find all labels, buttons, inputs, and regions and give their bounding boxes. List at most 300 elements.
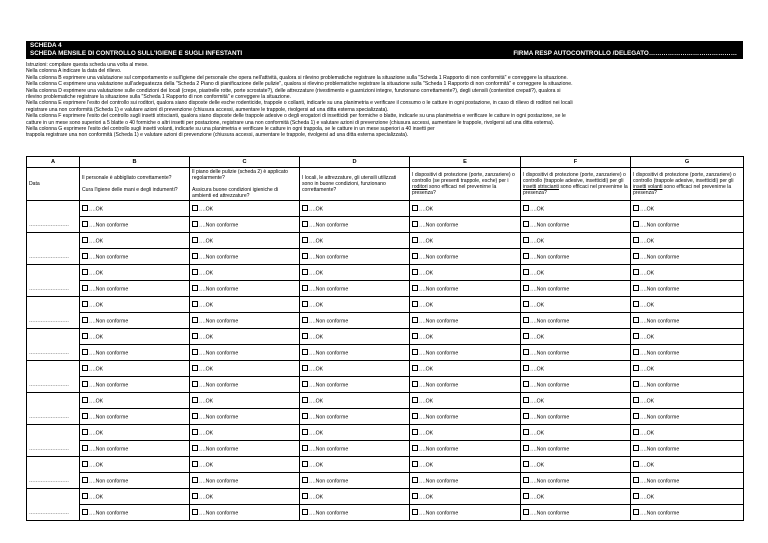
checkbox-icon[interactable] [633, 285, 639, 291]
checkbox-icon[interactable] [302, 381, 308, 387]
checkbox-label: ….OK [89, 430, 104, 437]
checkbox-icon[interactable] [633, 317, 639, 323]
non-conforme-checkbox[interactable] [190, 345, 300, 361]
non-conforme-checkbox[interactable] [300, 505, 410, 521]
checkbox-icon[interactable] [633, 477, 639, 483]
checkbox-label: ….Non conforme [530, 222, 570, 229]
checkbox-icon[interactable] [192, 349, 198, 355]
header-striscianti [521, 168, 631, 201]
non-conforme-checkbox[interactable] [300, 249, 410, 265]
checkbox-icon[interactable] [192, 381, 198, 387]
checkbox-icon[interactable] [523, 285, 529, 291]
checkbox-icon[interactable] [192, 413, 198, 419]
non-conforme-checkbox[interactable] [410, 441, 521, 457]
non-conforme-checkbox[interactable] [521, 217, 631, 233]
ok-checkbox[interactable] [631, 265, 744, 281]
non-conforme-checkbox[interactable] [631, 249, 744, 265]
ok-checkbox[interactable] [80, 393, 190, 409]
checkbox-icon[interactable] [82, 461, 88, 467]
checkbox-icon[interactable] [192, 477, 198, 483]
ok-checkbox[interactable] [300, 233, 410, 249]
non-conforme-checkbox[interactable] [521, 313, 631, 329]
non-conforme-checkbox[interactable] [521, 249, 631, 265]
non-conforme-checkbox[interactable] [410, 281, 521, 297]
checkbox-icon[interactable] [192, 269, 198, 275]
non-conforme-checkbox[interactable] [300, 281, 410, 297]
checkbox-icon[interactable] [412, 493, 418, 499]
checkbox-icon[interactable] [412, 285, 418, 291]
checkbox-label: ….Non conforme [419, 286, 459, 293]
checkbox-label: ….OK [309, 238, 324, 245]
checkbox-label: ….Non conforme [640, 286, 680, 293]
checkbox-icon[interactable] [633, 397, 639, 403]
checkbox-icon[interactable] [523, 397, 529, 403]
checkbox-icon[interactable] [302, 301, 308, 307]
ok-checkbox[interactable] [521, 489, 631, 505]
ok-checkbox[interactable] [410, 201, 521, 217]
checkbox-icon[interactable] [82, 397, 88, 403]
checkbox-label: ….Non conforme [419, 478, 459, 485]
checkbox-icon[interactable] [412, 253, 418, 259]
checkbox-icon[interactable] [82, 509, 88, 515]
checkbox-icon[interactable] [192, 317, 198, 323]
non-conforme-checkbox[interactable] [631, 281, 744, 297]
checkbox-label: ….Non conforme [89, 478, 129, 485]
non-conforme-checkbox[interactable] [410, 505, 521, 521]
ok-checkbox[interactable] [300, 457, 410, 473]
ok-checkbox[interactable] [300, 297, 410, 313]
non-conforme-checkbox[interactable] [631, 441, 744, 457]
checkbox-label: ….OK [419, 206, 434, 213]
checkbox-icon[interactable] [633, 349, 639, 355]
checkbox-icon[interactable] [82, 349, 88, 355]
non-conforme-checkbox[interactable] [190, 281, 300, 297]
checkbox-icon[interactable] [82, 269, 88, 275]
non-conforme-checkbox[interactable] [300, 409, 410, 425]
non-conforme-checkbox[interactable] [631, 409, 744, 425]
header-c-line1: Il piano delle pulizie (scheda 2) è applicato regolarmente? [192, 169, 288, 182]
header-f-underline: insetti [523, 184, 537, 190]
checkbox-icon[interactable] [633, 461, 639, 467]
checkbox-icon[interactable] [633, 413, 639, 419]
checkbox-icon[interactable] [412, 429, 418, 435]
non-conforme-checkbox[interactable] [410, 409, 521, 425]
checkbox-icon[interactable] [302, 493, 308, 499]
checkbox-icon[interactable] [192, 509, 198, 515]
non-conforme-checkbox[interactable] [521, 505, 631, 521]
ok-checkbox[interactable] [80, 297, 190, 313]
checkbox-icon[interactable] [192, 205, 198, 211]
checkbox-label: ….OK [309, 366, 324, 373]
non-conforme-checkbox[interactable] [631, 313, 744, 329]
ok-checkbox[interactable] [521, 265, 631, 281]
ok-checkbox[interactable] [631, 457, 744, 473]
control-table [26, 156, 744, 521]
ok-checkbox[interactable] [300, 425, 410, 441]
non-conforme-checkbox[interactable] [80, 345, 190, 361]
checkbox-label: ….OK [640, 462, 655, 469]
checkbox-icon[interactable] [302, 349, 308, 355]
ok-checkbox[interactable] [300, 361, 410, 377]
non-conforme-checkbox[interactable] [631, 505, 744, 521]
ok-checkbox[interactable] [300, 265, 410, 281]
checkbox-icon[interactable] [302, 269, 308, 275]
ok-checkbox[interactable] [631, 393, 744, 409]
checkbox-label: ….OK [640, 206, 655, 213]
checkbox-label: ….Non conforme [309, 286, 349, 293]
checkbox-icon[interactable] [523, 253, 529, 259]
checkbox-icon[interactable] [523, 477, 529, 483]
checkbox-icon[interactable] [302, 445, 308, 451]
checkbox-label: ….OK [640, 238, 655, 245]
checkbox-label: ….Non conforme [530, 350, 570, 357]
ok-checkbox[interactable] [631, 489, 744, 505]
date-field[interactable]: …………………… [27, 393, 80, 425]
checkbox-icon[interactable] [412, 269, 418, 275]
checkbox-icon[interactable] [82, 301, 88, 307]
non-conforme-checkbox[interactable] [631, 473, 744, 489]
non-conforme-checkbox[interactable] [300, 313, 410, 329]
date-field[interactable]: …………………… [27, 457, 80, 489]
checkbox-icon[interactable] [523, 509, 529, 515]
checkbox-icon[interactable] [412, 445, 418, 451]
ok-checkbox[interactable] [190, 201, 300, 217]
checkbox-icon[interactable] [412, 509, 418, 515]
ok-checkbox[interactable] [521, 425, 631, 441]
checkbox-icon[interactable] [523, 221, 529, 227]
checkbox-icon[interactable] [633, 493, 639, 499]
ok-checkbox[interactable] [190, 329, 300, 345]
non-conforme-checkbox[interactable] [521, 441, 631, 457]
checkbox-icon[interactable] [523, 269, 529, 275]
non-conforme-checkbox[interactable] [300, 217, 410, 233]
table-row [27, 233, 744, 249]
non-conforme-checkbox[interactable] [300, 441, 410, 457]
checkbox-icon[interactable] [192, 429, 198, 435]
non-conforme-checkbox[interactable] [190, 377, 300, 393]
checkbox-label: ….Non conforme [309, 510, 349, 517]
checkbox-icon[interactable] [302, 461, 308, 467]
ok-checkbox[interactable] [631, 329, 744, 345]
checkbox-icon[interactable] [412, 317, 418, 323]
non-conforme-checkbox[interactable] [190, 217, 300, 233]
date-field[interactable]: …………………… [27, 233, 80, 265]
ok-checkbox[interactable] [410, 265, 521, 281]
checkbox-icon[interactable] [192, 493, 198, 499]
ok-checkbox[interactable] [300, 489, 410, 505]
checkbox-icon[interactable] [302, 253, 308, 259]
checkbox-icon[interactable] [302, 205, 308, 211]
signature-field[interactable]: FIRMA RESP AUTOCONTROLLO /DELEGATO…………………………………… [513, 50, 737, 57]
non-conforme-checkbox[interactable] [631, 217, 744, 233]
checkbox-label: ….OK [530, 334, 545, 341]
ok-checkbox[interactable] [521, 297, 631, 313]
ok-checkbox[interactable] [410, 233, 521, 249]
checkbox-icon[interactable] [302, 365, 308, 371]
checkbox-icon[interactable] [302, 237, 308, 243]
ok-checkbox[interactable] [190, 425, 300, 441]
ok-checkbox[interactable] [300, 201, 410, 217]
checkbox-icon[interactable] [82, 413, 88, 419]
checkbox-icon[interactable] [302, 477, 308, 483]
checkbox-icon[interactable] [192, 285, 198, 291]
checkbox-icon[interactable] [82, 493, 88, 499]
checkbox-icon[interactable] [82, 237, 88, 243]
checkbox-icon[interactable] [412, 381, 418, 387]
non-conforme-checkbox[interactable] [80, 217, 190, 233]
instruction-line: registrare una non conformità (Scheda 1) e valutare azioni di prevenzione (chiusura accessi, aumentare le trappole, rivolgersi ad una ditta esterna specializzata). [26, 106, 389, 113]
checkbox-icon[interactable] [82, 253, 88, 259]
ok-checkbox[interactable] [80, 201, 190, 217]
non-conforme-checkbox[interactable] [300, 345, 410, 361]
non-conforme-checkbox[interactable] [521, 473, 631, 489]
checkbox-icon[interactable] [192, 365, 198, 371]
checkbox-icon[interactable] [633, 269, 639, 275]
checkbox-label: ….OK [309, 206, 324, 213]
checkbox-icon[interactable] [633, 429, 639, 435]
date-field[interactable]: …………………… [27, 425, 80, 457]
ok-checkbox[interactable] [410, 489, 521, 505]
date-field[interactable]: …………………… [27, 201, 80, 233]
header-g-text: I dispositivi di protezione (porte, zanzariere) o controllo (trappole adesive, insetticidi) per gli [633, 171, 736, 184]
checkbox-icon[interactable] [412, 365, 418, 371]
checkbox-icon[interactable] [633, 365, 639, 371]
checkbox-icon[interactable] [412, 333, 418, 339]
checkbox-icon[interactable] [633, 445, 639, 451]
instruction-line: Nella colonna C esprimere una valutazione sull'adeguatezza della "Scheda 2 Piano di pianificazione delle pulizie", qualora si rilevino problematiche registrare la situazione sulla "Scheda 1 Rapporto di non conformità" e correggere la situazione. [26, 81, 573, 88]
checkbox-icon[interactable] [633, 237, 639, 243]
checkbox-icon[interactable] [192, 237, 198, 243]
ok-checkbox[interactable] [521, 201, 631, 217]
checkbox-label: ….OK [199, 430, 214, 437]
ok-checkbox[interactable] [190, 265, 300, 281]
checkbox-icon[interactable] [633, 509, 639, 515]
table-row [27, 201, 744, 217]
date-field[interactable]: …………………… [27, 361, 80, 393]
checkbox-icon[interactable] [523, 205, 529, 211]
checkbox-label: ….Non conforme [419, 414, 459, 421]
ok-checkbox[interactable] [80, 329, 190, 345]
checkbox-icon[interactable] [523, 493, 529, 499]
ok-checkbox[interactable] [300, 393, 410, 409]
non-conforme-checkbox[interactable] [410, 377, 521, 393]
checkbox-icon[interactable] [192, 301, 198, 307]
header-e-underline: roditori [412, 184, 428, 190]
checkbox-icon[interactable] [412, 221, 418, 227]
checkbox-label: ….Non conforme [640, 414, 680, 421]
ok-checkbox[interactable] [631, 233, 744, 249]
header-c-line2: Assicura buone condizioni igieniche di ambienti ed attrezzature? [192, 186, 279, 199]
ok-checkbox[interactable] [80, 425, 190, 441]
checkbox-icon[interactable] [523, 429, 529, 435]
checkbox-icon[interactable] [412, 301, 418, 307]
checkbox-label: ….OK [640, 270, 655, 277]
non-conforme-checkbox[interactable] [410, 313, 521, 329]
checkbox-icon[interactable] [302, 333, 308, 339]
non-conforme-checkbox[interactable] [521, 377, 631, 393]
ok-checkbox[interactable] [190, 393, 300, 409]
checkbox-label: ….Non conforme [309, 478, 349, 485]
checkbox-icon[interactable] [633, 333, 639, 339]
non-conforme-checkbox[interactable] [80, 377, 190, 393]
instruction-line: Nella colonna F esprimere l'esito del controllo sugli insetti striscianti, qualora siano disposte delle trappole adesive o degli erogatori di insetticidi per formiche o blatte, indicarle su una planimetria e verificare le catture in ogni postazione, se le [26, 113, 566, 120]
ok-checkbox[interactable] [521, 361, 631, 377]
non-conforme-checkbox[interactable] [521, 281, 631, 297]
ok-checkbox[interactable] [190, 233, 300, 249]
ok-checkbox[interactable] [190, 457, 300, 473]
non-conforme-checkbox[interactable] [521, 345, 631, 361]
non-conforme-checkbox[interactable] [410, 249, 521, 265]
checkbox-icon[interactable] [302, 413, 308, 419]
ok-checkbox[interactable] [521, 457, 631, 473]
checkbox-icon[interactable] [82, 285, 88, 291]
checkbox-icon[interactable] [412, 349, 418, 355]
checkbox-icon[interactable] [523, 445, 529, 451]
non-conforme-checkbox[interactable] [190, 409, 300, 425]
checkbox-icon[interactable] [523, 237, 529, 243]
header-pulizie [190, 168, 300, 201]
checkbox-label: ….Non conforme [530, 286, 570, 293]
checkbox-label: ….Non conforme [309, 318, 349, 325]
checkbox-icon[interactable] [302, 285, 308, 291]
ok-checkbox[interactable] [631, 297, 744, 313]
checkbox-icon[interactable] [192, 445, 198, 451]
checkbox-icon[interactable] [82, 445, 88, 451]
checkbox-label: ….OK [640, 302, 655, 309]
checkbox-label: ….Non conforme [530, 446, 570, 453]
ok-checkbox[interactable] [631, 201, 744, 217]
checkbox-icon[interactable] [523, 349, 529, 355]
ok-checkbox[interactable] [300, 329, 410, 345]
ok-checkbox[interactable] [190, 361, 300, 377]
checkbox-icon[interactable] [412, 237, 418, 243]
checkbox-icon[interactable] [523, 301, 529, 307]
checkbox-icon[interactable] [523, 461, 529, 467]
non-conforme-checkbox[interactable] [410, 217, 521, 233]
non-conforme-checkbox[interactable] [410, 473, 521, 489]
checkbox-icon[interactable] [82, 381, 88, 387]
ok-checkbox[interactable] [410, 425, 521, 441]
non-conforme-checkbox[interactable] [631, 377, 744, 393]
non-conforme-checkbox[interactable] [80, 313, 190, 329]
non-conforme-checkbox[interactable] [631, 345, 744, 361]
ok-checkbox[interactable] [410, 457, 521, 473]
ok-checkbox[interactable] [190, 297, 300, 313]
ok-checkbox[interactable] [190, 489, 300, 505]
ok-checkbox[interactable] [410, 329, 521, 345]
checkbox-label: ….Non conforme [640, 510, 680, 517]
non-conforme-checkbox[interactable] [190, 313, 300, 329]
date-field[interactable]: …………………… [27, 265, 80, 297]
checkbox-icon[interactable] [412, 477, 418, 483]
checkbox-icon[interactable] [633, 253, 639, 259]
checkbox-icon[interactable] [82, 477, 88, 483]
checkbox-icon[interactable] [302, 221, 308, 227]
checkbox-icon[interactable] [302, 317, 308, 323]
date-field[interactable]: …………………… [27, 329, 80, 361]
non-conforme-checkbox[interactable] [190, 505, 300, 521]
checkbox-icon[interactable] [633, 221, 639, 227]
checkbox-label: ….OK [309, 302, 324, 309]
ok-checkbox[interactable] [410, 297, 521, 313]
checkbox-icon[interactable] [633, 205, 639, 211]
ok-checkbox[interactable] [80, 233, 190, 249]
non-conforme-checkbox[interactable] [521, 409, 631, 425]
checkbox-icon[interactable] [82, 429, 88, 435]
date-field[interactable]: …………………… [27, 297, 80, 329]
ok-checkbox[interactable] [631, 361, 744, 377]
checkbox-icon[interactable] [412, 461, 418, 467]
non-conforme-checkbox[interactable] [80, 441, 190, 457]
checkbox-label: ….OK [640, 366, 655, 373]
checkbox-icon[interactable] [302, 397, 308, 403]
checkbox-icon[interactable] [523, 317, 529, 323]
non-conforme-checkbox[interactable] [190, 249, 300, 265]
checkbox-label: ….Non conforme [419, 222, 459, 229]
ok-checkbox[interactable] [80, 489, 190, 505]
checkbox-icon[interactable] [192, 397, 198, 403]
non-conforme-checkbox[interactable] [190, 441, 300, 457]
checkbox-icon[interactable] [633, 301, 639, 307]
checkbox-label: ….OK [309, 270, 324, 277]
ok-checkbox[interactable] [521, 233, 631, 249]
checkbox-icon[interactable] [302, 429, 308, 435]
checkbox-icon[interactable] [82, 365, 88, 371]
instruction-line: Nella colonna D esprimere una valutazione sulle condizioni dei locali (crepe, piastrelle rotte, porte scrostate?), delle attrezzature (rivestimento e guarnizioni integre, funzionano correttamente?), degli utensili (contenitori crepati?), qualora si [26, 87, 561, 94]
checkbox-label: ….Non conforme [640, 350, 680, 357]
ok-checkbox[interactable] [80, 457, 190, 473]
non-conforme-checkbox[interactable] [300, 473, 410, 489]
ok-checkbox[interactable] [521, 329, 631, 345]
checkbox-icon[interactable] [82, 205, 88, 211]
non-conforme-checkbox[interactable] [80, 409, 190, 425]
checkbox-icon[interactable] [192, 221, 198, 227]
checkbox-icon[interactable] [192, 333, 198, 339]
checkbox-icon[interactable] [302, 509, 308, 515]
checkbox-icon[interactable] [192, 461, 198, 467]
checkbox-label: ….OK [419, 366, 434, 373]
non-conforme-checkbox[interactable] [80, 281, 190, 297]
checkbox-icon[interactable] [412, 397, 418, 403]
ok-checkbox[interactable] [80, 265, 190, 281]
non-conforme-checkbox[interactable] [300, 377, 410, 393]
ok-checkbox[interactable] [410, 361, 521, 377]
checkbox-label: ….OK [530, 462, 545, 469]
checkbox-icon[interactable] [523, 381, 529, 387]
ok-checkbox[interactable] [410, 393, 521, 409]
checkbox-icon[interactable] [82, 221, 88, 227]
date-field[interactable]: …………………… [27, 489, 80, 521]
checkbox-icon[interactable] [523, 365, 529, 371]
checkbox-icon[interactable] [633, 381, 639, 387]
non-conforme-checkbox[interactable] [80, 249, 190, 265]
non-conforme-checkbox[interactable] [80, 473, 190, 489]
ok-checkbox[interactable] [631, 425, 744, 441]
checkbox-icon[interactable] [412, 205, 418, 211]
non-conforme-checkbox[interactable] [410, 345, 521, 361]
checkbox-icon[interactable] [412, 413, 418, 419]
checkbox-icon[interactable] [523, 333, 529, 339]
non-conforme-checkbox[interactable] [80, 505, 190, 521]
ok-checkbox[interactable] [80, 361, 190, 377]
checkbox-label: ….Non conforme [640, 222, 680, 229]
checkbox-icon[interactable] [82, 333, 88, 339]
checkbox-icon[interactable] [82, 317, 88, 323]
checkbox-icon[interactable] [192, 253, 198, 259]
ok-checkbox[interactable] [521, 393, 631, 409]
checkbox-icon[interactable] [523, 413, 529, 419]
non-conforme-checkbox[interactable] [190, 473, 300, 489]
